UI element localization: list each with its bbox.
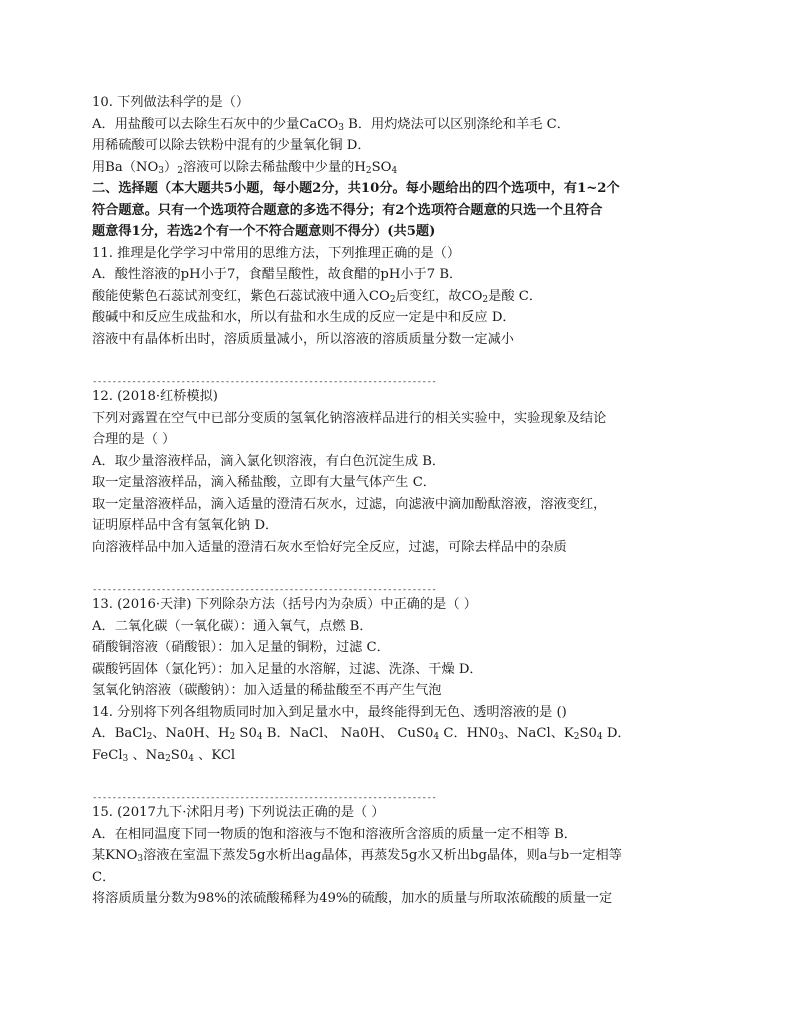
q13-option-b: 硝酸铜溶液（硝酸银）：加入足量的铜粉，过滤 C．: [92, 640, 390, 655]
q12-stem-line1: 下列对露置在空气中已部分变质的氢氧化钠溶液样品进行的相关实验中，实验现象及结论: [92, 410, 607, 426]
q15-source: 15. (2017九下·沭阳月考) 下列说法正确的是（ ）: [92, 805, 385, 820]
q13-stem: 13. (2016·天津) 下列除杂方法（括号内为杂质）中正确的是（ ）: [92, 597, 477, 612]
exam-page: [92, 92, 712, 910]
q13-option-a: A．二氧化碳（一氧化碳）：通入氧气，点燃 B．: [92, 618, 373, 634]
q12-option-b: 取一定量溶液样品，滴入稀盐酸，立即有大量气体产生 C．: [92, 475, 436, 490]
q12-option-a: A．取少量溶液样品，滴入氯化钡溶液，有白色沉淀生成 B．: [92, 453, 446, 469]
section-heading-line3: 题意得1分，若选2个有一个不符合题意则不得分）(共5题): [92, 224, 436, 239]
q11-option-c: 酸碱中和反应生成盐和水，所以有盐和水生成的反应一定是中和反应 D．: [92, 310, 516, 325]
q10-option-a: A．用盐酸可以去除生石灰中的少量CaCO$_3$ B．用灼烧法可以区别涤纶和羊毛 C．: [92, 116, 570, 133]
q15-option-c-label: C．: [92, 869, 116, 885]
q11-option-d: 溶液中有晶体析出时，溶质质量减小，所以溶液的溶质质量分数一定减小: [92, 331, 514, 347]
separator: ----------------------------------------------------------------------: [92, 377, 437, 387]
q11-stem: 11. 推理是化学学习中常用的思维方法，下列推理正确的是（）: [92, 245, 461, 261]
q14-stem: 14. 分别将下列各组物质同时加入到足量水中，最终能得到无色、透明溶液的是 (): [92, 704, 567, 720]
q11-option-a: A．酸性溶液的pH小于7，食醋呈酸性，故食醋的pH小于7 B．: [92, 267, 463, 282]
q12-source: 12. (2018·红桥模拟): [92, 389, 218, 404]
q13-option-d: 氢氧化钠溶液（碳酸钠）：加入适量的稀盐酸至不再产生气泡: [92, 683, 442, 698]
q15-option-a: A．在相同温度下同一物质的饱和溶液与不饱和溶液所含溶质的质量一定不相等 B．: [92, 826, 577, 842]
section-heading-line1: 二、选择题（本大题共5小题，每小题2分，共10分。每小题给出的四个选项中，有1~2个: [92, 181, 620, 196]
q15-option-b: 某$KNO_3$溶液在室温下蒸发5g水析出ag晶体，再蒸发5g水又析出bg晶体，则a与b一定相等: [92, 848, 622, 864]
q12-option-c-line2: 证明原样品中含有氢氧化钠 D．: [92, 518, 279, 533]
q10-option-c: 用稀硫酸可以除去铁粉中混有的少量氧化铜 D．: [92, 138, 371, 153]
separator: ----------------------------------------------------------------------: [92, 585, 437, 595]
q12-option-d: 向溶液样品中加入适量的澄清石灰水至恰好完全反应，过滤，可除去样品中的杂质: [92, 539, 567, 555]
q13-option-c: 碳酸钙固体（氯化钙）：加入足量的水溶解，过滤、洗涤、干燥 D．: [92, 661, 483, 677]
q12-option-c-line1: 取一定量溶液样品，滴入适量的澄清石灰水，过滤，向滤液中滴加酚酞溶液，溶液变红，: [92, 496, 607, 512]
q10-stem: 10. 下列做法科学的是（）: [92, 95, 250, 110]
separator: ----------------------------------------------------------------------: [92, 793, 437, 803]
q10-option-d: 用$Ba(NO_3)_2$溶液可以除去稀盐酸中少量的$H_2SO_4$: [92, 159, 398, 176]
q14-options-line1: A．BaCl$_2$、Na0H、$H_2$ $S0_4$ B．NaCl、 Na0H、 $CuS0_4$ C．$HN0_3$、NaCl、$K_2S0_4$ D．: [92, 726, 631, 742]
q11-option-b: 酸能使紫色石蕊试剂变红，紫色石蕊试液中通入$CO_2$后变红，故$CO_2$是酸 C．: [92, 288, 543, 305]
q14-options-line2: FeCl$_3$ 、$Na_2S0_4$ 、KCl: [92, 747, 236, 764]
q15-option-c: 将溶质质量分数为98%的浓硫酸稀释为49%的硫酸，加水的质量与所取浓硫酸的质量一定: [92, 891, 613, 906]
q12-stem-line2: 合理的是（ ）: [92, 432, 176, 447]
section-heading-line2: 符合题意。只有一个选项符合题意的多选不得分；有2个选项符合题意的只选一个且符合: [92, 202, 603, 218]
